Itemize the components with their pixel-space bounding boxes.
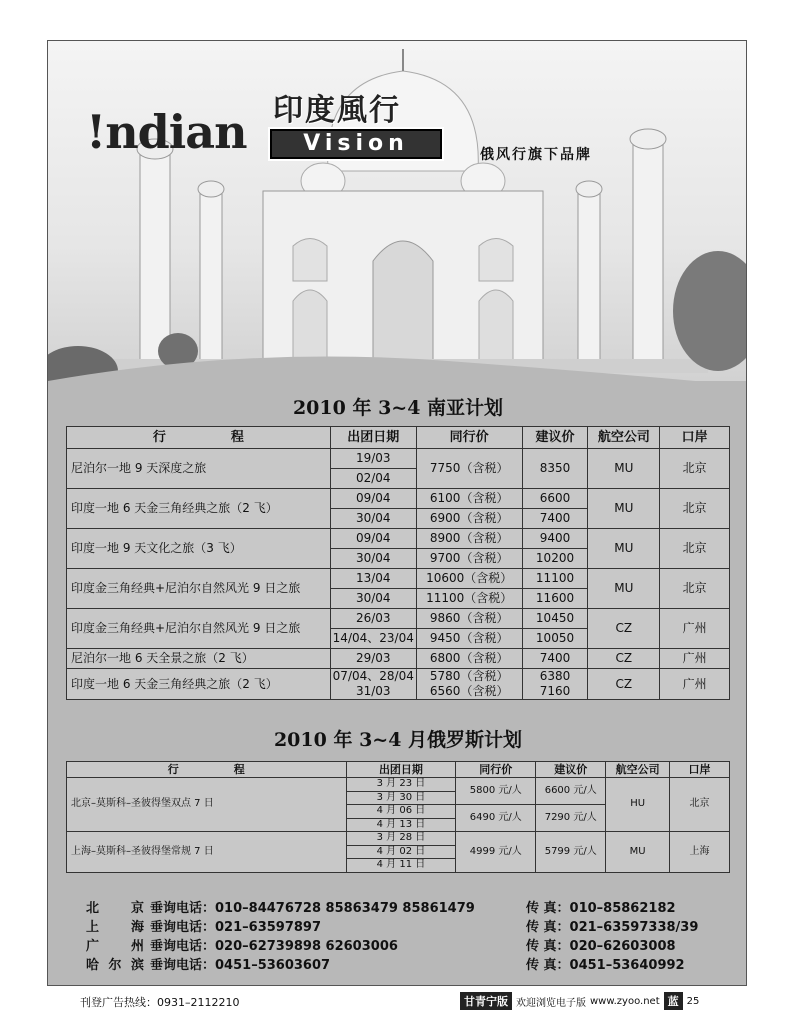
contact-city: 北京 bbox=[86, 901, 144, 916]
phone-number: 010–84476728 85863479 85861479 bbox=[215, 901, 475, 916]
russia-title: 2010 年 3~4 月俄罗斯计划 bbox=[273, 729, 523, 751]
phone-label: 垂询电话： bbox=[150, 958, 216, 973]
route-cell: 尼泊尔一地 6 天全景之旅（2 飞） bbox=[67, 649, 331, 669]
header-port: 口岸 bbox=[670, 762, 730, 778]
peer-price-cell: 9860（含税） bbox=[416, 609, 522, 629]
header-peer-price: 同行价 bbox=[416, 427, 522, 449]
table-row bbox=[67, 489, 730, 509]
peer-price-cell: 5800 元/人 bbox=[456, 778, 536, 805]
hero-banner bbox=[48, 41, 747, 411]
retail-price-cell: 7400 bbox=[522, 509, 588, 529]
header-airline: 航空公司 bbox=[606, 762, 670, 778]
route-cell: 上海–莫斯科–圣彼得堡常规 7 日 bbox=[67, 832, 347, 873]
date-cell: 13/04 bbox=[330, 569, 416, 589]
date-cell: 19/03 bbox=[330, 449, 416, 469]
route-cell: 北京–莫斯科–圣彼得堡双点 7 日 bbox=[67, 778, 347, 832]
date-cell: 3 月 28 日 bbox=[346, 832, 456, 846]
port-cell: 北京 bbox=[660, 529, 730, 569]
contact-row-guangzhou bbox=[86, 937, 398, 956]
south-asia-title: 2010 年 3~4 南亚计划 bbox=[292, 397, 504, 419]
header-retail-price: 建议价 bbox=[536, 762, 606, 778]
peer-price-cell: 11100（含税） bbox=[416, 589, 522, 609]
peer-price-cell: 7750（含税） bbox=[416, 449, 522, 489]
header-retail-price: 建议价 bbox=[522, 427, 588, 449]
contact-row-beijing bbox=[86, 899, 475, 918]
route-cell: 尼泊尔一地 9 天深度之旅 bbox=[67, 449, 331, 489]
ad-hotline: 刊登广告热线：0931–2112210 bbox=[80, 996, 240, 1009]
fax-label: 传 真： bbox=[526, 920, 570, 935]
edition-tag: 甘青宁版 bbox=[460, 992, 512, 1010]
retail-price-cell: 7400 bbox=[522, 649, 588, 669]
date-cell: 29/03 bbox=[330, 649, 416, 669]
website-link[interactable]: www.zyoo.net bbox=[590, 995, 660, 1007]
date-cell: 4 月 11 日 bbox=[346, 859, 456, 873]
retail-price-cell: 11100 bbox=[522, 569, 588, 589]
retail-price-cell: 10050 bbox=[522, 629, 588, 649]
fax-label: 传 真： bbox=[526, 958, 570, 973]
peer-price-cell: 6100（含税） bbox=[416, 489, 522, 509]
table-row bbox=[67, 529, 730, 549]
fax-row-harbin bbox=[526, 956, 685, 975]
airline-cell: HU bbox=[606, 778, 670, 832]
date-cell: 3 月 30 日 bbox=[346, 791, 456, 805]
retail-price-cell: 6600 元/人 bbox=[536, 778, 606, 805]
retail-price-cell: 8350 bbox=[522, 449, 588, 489]
browse-text: 欢迎浏览电子版 bbox=[516, 997, 586, 1009]
airline-cell: CZ bbox=[588, 669, 660, 700]
header-date: 出团日期 bbox=[330, 427, 416, 449]
header-peer-price: 同行价 bbox=[456, 762, 536, 778]
retail-price-cell: 7290 元/人 bbox=[536, 805, 606, 832]
fax-number: 010–85862182 bbox=[569, 901, 676, 916]
retail-price-cell: 6600 bbox=[522, 489, 588, 509]
airline-cell: MU bbox=[606, 832, 670, 873]
table-row bbox=[67, 832, 730, 846]
phone-label: 垂询电话： bbox=[150, 920, 216, 935]
peer-price-cell: 4999 元/人 bbox=[456, 832, 536, 873]
peer-price-cell: 9700（含税） bbox=[416, 549, 522, 569]
table-row bbox=[67, 778, 730, 792]
logo-vision-box: Vision bbox=[270, 129, 442, 159]
fax-label: 传 真： bbox=[526, 901, 570, 916]
retail-price-cell: 10200 bbox=[522, 549, 588, 569]
phone-number: 021–63597897 bbox=[215, 920, 322, 935]
table-row bbox=[67, 609, 730, 629]
date-cell: 4 月 06 日 bbox=[346, 805, 456, 819]
port-cell: 广州 bbox=[660, 609, 730, 649]
header-port: 口岸 bbox=[660, 427, 730, 449]
fax-row-shanghai bbox=[526, 918, 698, 937]
airline-cell: CZ bbox=[588, 649, 660, 669]
retail-price-cell: 5799 元/人 bbox=[536, 832, 606, 873]
fax-label: 传 真： bbox=[526, 939, 570, 954]
contact-city: 上海 bbox=[86, 920, 144, 935]
table-row bbox=[67, 449, 730, 469]
route-cell: 印度一地 9 天文化之旅（3 飞） bbox=[67, 529, 331, 569]
contact-city: 哈尔滨 bbox=[86, 958, 144, 973]
header-airline: 航空公司 bbox=[588, 427, 660, 449]
retail-price-cell: 11600 bbox=[522, 589, 588, 609]
page-footer bbox=[460, 992, 699, 1010]
phone-number: 020–62739898 62603006 bbox=[215, 939, 398, 954]
table-row bbox=[67, 669, 730, 700]
phone-label: 垂询电话： bbox=[150, 939, 216, 954]
fax-row-beijing bbox=[526, 899, 676, 918]
header-route: 行 程 bbox=[67, 762, 347, 778]
peer-price-cell: 10600（含税） bbox=[416, 569, 522, 589]
page-prefix: 蓝 bbox=[664, 992, 683, 1010]
brand-tagline: 俄风行旗下品牌 bbox=[480, 147, 592, 163]
route-cell: 印度一地 6 天金三角经典之旅（2 飞） bbox=[67, 669, 331, 700]
logo-text: !ndian bbox=[86, 105, 247, 159]
retail-price-cell: 9400 bbox=[522, 529, 588, 549]
contact-row-shanghai bbox=[86, 918, 321, 937]
port-cell: 北京 bbox=[660, 489, 730, 529]
peer-price-cell: 6800（含税） bbox=[416, 649, 522, 669]
date-cell: 14/04、23/04 bbox=[330, 629, 416, 649]
contact-city: 广州 bbox=[86, 939, 144, 954]
peer-price-cell: 6490 元/人 bbox=[456, 805, 536, 832]
peer-price-cell: 9450（含税） bbox=[416, 629, 522, 649]
date-cell: 07/04、28/04 31/03 bbox=[330, 669, 416, 700]
table-row bbox=[67, 569, 730, 589]
date-cell: 30/04 bbox=[330, 589, 416, 609]
fax-row-guangzhou bbox=[526, 937, 676, 956]
phone-label: 垂询电话： bbox=[150, 901, 216, 916]
route-cell: 印度金三角经典+尼泊尔自然风光 9 日之旅 bbox=[67, 569, 331, 609]
airline-cell: MU bbox=[588, 449, 660, 489]
peer-price-cell: 8900（含税） bbox=[416, 529, 522, 549]
header-date: 出团日期 bbox=[346, 762, 456, 778]
fax-number: 021–63597338/39 bbox=[569, 920, 699, 935]
peer-price-cell: 5780（含税） 6560（含税） bbox=[416, 669, 522, 700]
port-cell: 广州 bbox=[660, 669, 730, 700]
retail-price-cell: 6380 7160 bbox=[522, 669, 588, 700]
contact-row-harbin bbox=[86, 956, 330, 975]
port-cell: 北京 bbox=[670, 778, 730, 832]
table-row bbox=[67, 649, 730, 669]
port-cell: 上海 bbox=[670, 832, 730, 873]
date-cell: 3 月 23 日 bbox=[346, 778, 456, 792]
travel-ad bbox=[47, 40, 747, 986]
date-cell: 09/04 bbox=[330, 529, 416, 549]
date-cell: 09/04 bbox=[330, 489, 416, 509]
date-cell: 4 月 13 日 bbox=[346, 818, 456, 832]
russia-table bbox=[66, 761, 730, 873]
phone-number: 0451–53603607 bbox=[215, 958, 331, 973]
port-cell: 广州 bbox=[660, 649, 730, 669]
port-cell: 北京 bbox=[660, 449, 730, 489]
route-cell: 印度金三角经典+尼泊尔自然风光 9 日之旅 bbox=[67, 609, 331, 649]
date-cell: 30/04 bbox=[330, 549, 416, 569]
peer-price-cell: 6900（含税） bbox=[416, 509, 522, 529]
airline-cell: MU bbox=[588, 529, 660, 569]
fax-number: 0451–53640992 bbox=[569, 958, 685, 973]
airline-cell: MU bbox=[588, 489, 660, 529]
port-cell: 北京 bbox=[660, 569, 730, 609]
header-route: 行 程 bbox=[67, 427, 331, 449]
date-cell: 26/03 bbox=[330, 609, 416, 629]
south-asia-table bbox=[66, 426, 730, 700]
date-cell: 02/04 bbox=[330, 469, 416, 489]
airline-cell: MU bbox=[588, 569, 660, 609]
airline-cell: CZ bbox=[588, 609, 660, 649]
page-number: 25 bbox=[686, 995, 700, 1007]
logo-chinese: 印度風行 bbox=[273, 93, 401, 128]
date-cell: 4 月 02 日 bbox=[346, 845, 456, 859]
route-cell: 印度一地 6 天金三角经典之旅（2 飞） bbox=[67, 489, 331, 529]
fax-number: 020–62603008 bbox=[569, 939, 676, 954]
retail-price-cell: 10450 bbox=[522, 609, 588, 629]
date-cell: 30/04 bbox=[330, 509, 416, 529]
